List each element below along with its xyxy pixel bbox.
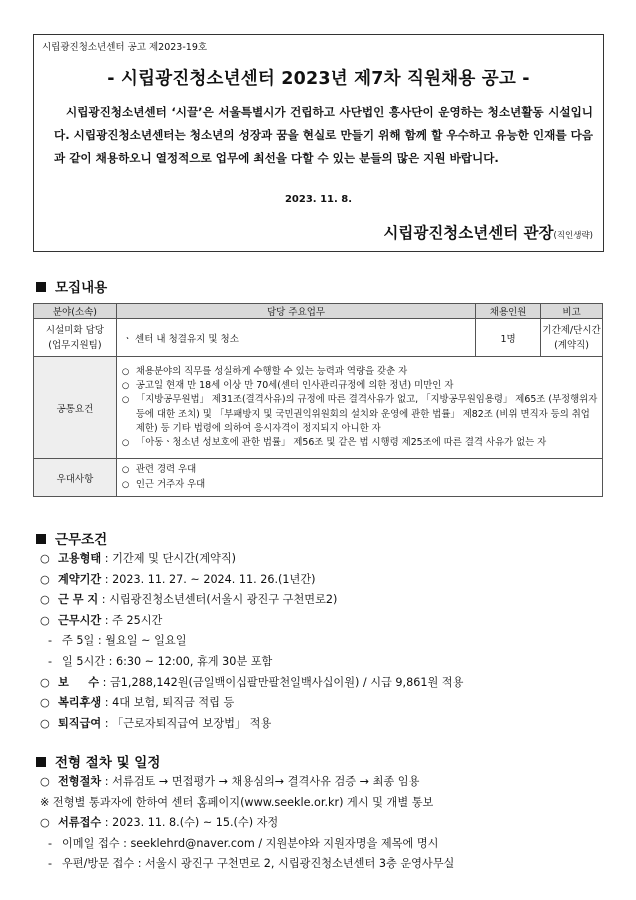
section-recruit-title: 모집내용 (55, 280, 108, 296)
condition-pay: ○ 보 수 : 금1,288,142원(금일백이십팔만팔천일백사십이원) / 시급 9,861원 적용 (40, 673, 463, 694)
list-item: ○ 「아동ㆍ청소년 성보호에 관한 법률」 제56조 및 같은 법 시행령 제25조에 따른 결격 사유가 없는 자 (122, 436, 598, 450)
section-conditions-heading (36, 528, 107, 548)
circle-bullet-icon: ○ (40, 552, 50, 565)
process-steps: ○ 전형절차 : 서류검토 → 면접평가 → 채용심의→ 결격사유 검증 → 최종 임용 (40, 772, 454, 793)
section-recruit-heading (36, 276, 107, 296)
condition-hours-sub: - 일 5시간 : 6:30 ~ 12:00, 휴게 30분 포함 (48, 654, 273, 668)
condition-type: ○ 고용형태 : 기간제 및 단시간(계약직) (40, 549, 463, 570)
pref-label: 우대사항 (34, 459, 117, 497)
list-item: ○ 「지방공무원법」 제31조(결격사유)의 규정에 따른 결격사유가 없고, 「지방공무원임용령」 제65조 (부정행위자 등에 대한 조치) 및 「부패방지 및 국민권익위원회의 설치와 운영에 관한 법률」 제82조 (비위 면직자 등의 취업제한) 등 기타 법령에 의하여 응시자격이 정지되지 아니한 자 (122, 393, 598, 436)
header-count: 채용인원 (476, 304, 541, 319)
cell-field (34, 319, 117, 357)
process-list (40, 772, 454, 875)
signer-name: 시립광진청소년센터 관장 (383, 224, 554, 242)
process-docs: ○ 서류접수 : 2023. 11. 8.(수) ~ 15.(수) 자정 (40, 813, 454, 834)
table-row-common (34, 357, 603, 459)
circle-bullet-icon: ○ (40, 775, 50, 788)
circle-bullet-icon: ○ (40, 696, 50, 710)
section-process-heading (36, 751, 160, 771)
circle-bullet-icon: ○ (40, 716, 50, 730)
list-item: ○ 관련 경력 우대 (122, 463, 598, 477)
condition-period: ○ 계약기간 : 2023. 11. 27. ~ 2024. 11. 26.(1년간) (40, 570, 463, 591)
circle-bullet-icon: ○ (40, 613, 50, 627)
notice-number: 시립광진청소년센터 공고 제2023-19호 (42, 42, 208, 53)
header-duty: 담당 주요업무 (116, 304, 475, 319)
circle-bullet-icon: ○ (40, 593, 50, 607)
common-label: 공통요건 (34, 357, 117, 459)
square-bullet-icon (36, 282, 46, 292)
list-item: ○ 공고일 현재 만 18세 이상 만 70세(센터 인사관리규정에 의한 정년) 미만인 자 (122, 379, 598, 393)
notice-box (33, 34, 604, 252)
notice-title: - 시립광진청소년센터 2023년 제7차 직원채용 공고 - (107, 69, 530, 89)
note-line2: (계약직) (554, 339, 590, 351)
circle-bullet-icon: ○ (40, 675, 50, 689)
seal-note: (직인생략) (553, 231, 593, 241)
list-item: ○ 채용분야의 직무를 성실하게 수행할 수 있는 능력과 역량을 갖춘 자 (122, 365, 598, 379)
note-line1: 기간제/단시간 (542, 324, 601, 336)
notice-signer (383, 221, 593, 243)
square-bullet-icon (36, 757, 46, 767)
condition-welfare: ○ 복리후생 : 4대 보험, 퇴직금 적립 등 (40, 693, 463, 714)
list-item: ○ 인근 거주자 우대 (122, 478, 598, 492)
square-bullet-icon (36, 534, 46, 544)
common-requirements (116, 357, 602, 459)
circle-bullet-icon: ○ (40, 572, 50, 586)
field-line2: (업무지원팀) (48, 339, 102, 351)
process-docs-sub: - 이메일 접수 : seeklehrd@naver.com / 지원분야와 지원자명을 제목에 명시 (48, 836, 439, 850)
cell-duty: ㆍ 센터 내 청결유지 및 청소 (116, 319, 475, 357)
table-row (34, 319, 603, 357)
recruit-table (33, 303, 603, 497)
conditions-list (40, 549, 463, 734)
process-docs-sub: - 우편/방문 접수 : 서울시 광진구 구천면로 2, 시립광진청소년센터 3층 운영사무실 (48, 857, 455, 871)
condition-severance: ○ 퇴직급여 : 「근로자퇴직급여 보장법」 적용 (40, 714, 463, 735)
field-line1: 시설미화 담당 (45, 324, 104, 336)
cell-note (541, 319, 603, 357)
condition-hours-sub: - 주 5일 : 월요일 ~ 일요일 (48, 634, 187, 648)
process-note: ※ 전형별 통과자에 한하여 센터 홈페이지(www.seekle.or.kr) 게시 및 개별 통보 (40, 795, 434, 809)
condition-hours: ○ 근무시간 : 주 25시간 (40, 611, 463, 632)
header-note: 비고 (541, 304, 603, 319)
condition-place: ○ 근 무 지 : 시립광진청소년센터(서울시 광진구 구천면로2) (40, 590, 463, 611)
header-field: 분야(소속) (34, 304, 117, 319)
preferences (116, 459, 602, 497)
notice-intro: 시립광진청소년센터 ‘시끌’은 서울특별시가 건립하고 사단법인 흥사단이 운영하는 청소년활동 시설입니다. 시립광진청소년센터는 청소년의 성장과 꿈을 현실로 만들기 위해 함께 할 우수하고 유능한 인재를 다음과 같이 채용하오니 열정적으로 업무에 최선을 다할 수 있는 분들의 많은 지원 바랍니다. (54, 105, 593, 165)
table-row-pref (34, 459, 603, 497)
notice-date: 2023. 11. 8. (284, 194, 353, 205)
circle-bullet-icon: ○ (40, 816, 50, 830)
table-header-row (34, 304, 603, 319)
section-conditions-title: 근무조건 (55, 532, 108, 548)
section-process-title: 전형 절차 및 일정 (55, 755, 161, 771)
cell-count: 1명 (476, 319, 541, 357)
